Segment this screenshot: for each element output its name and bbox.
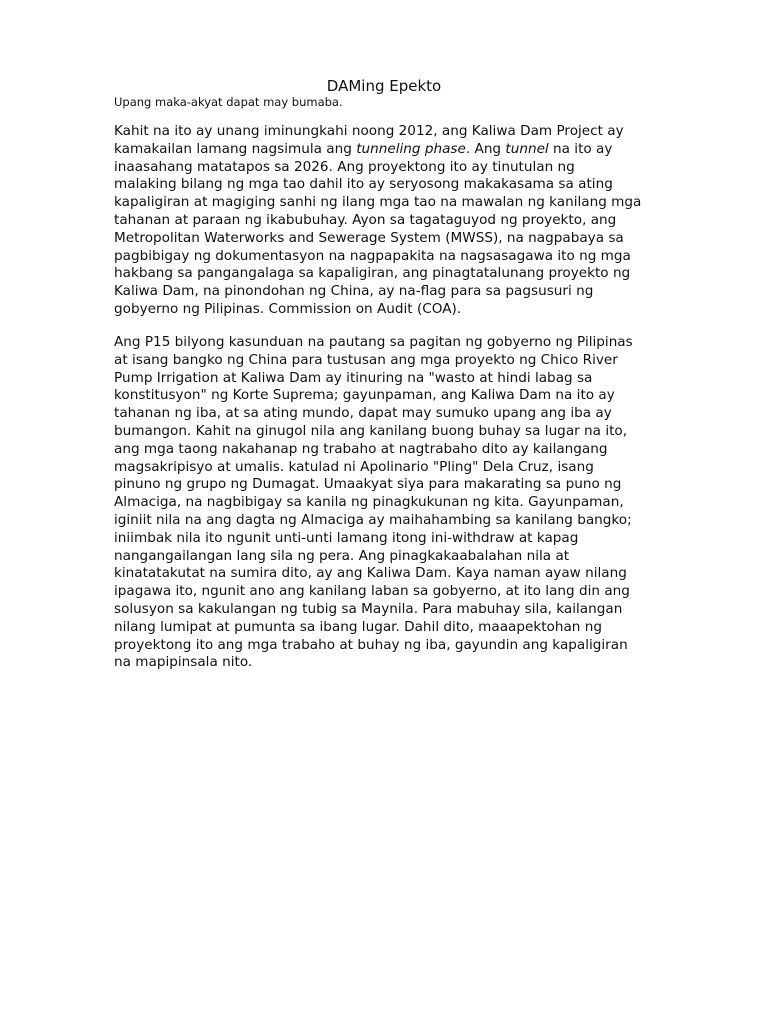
paragraph-1-line: inaasahang matatapos sa 2026. Ang proyektong ito ay tinutulan ng bbox=[114, 158, 575, 175]
paragraph-2-line: konstitusyon" ng Korte Suprema; gayunpaman, ang Kaliwa Dam na ito ay bbox=[114, 387, 615, 404]
paragraph-2-line: iginiit nila na ang dagta ng Almaciga ay maihahambing sa kanilang bangko; bbox=[114, 511, 632, 528]
paragraph-1-line: Kaliwa Dam, na pinondohan ng China, ay na-flag para sa pagsusuri ng bbox=[114, 283, 594, 300]
paragraph-2-line: Ang P15 bilyong kasunduan na pautang sa pagitan ng gobyerno ng Pilipinas bbox=[114, 334, 633, 350]
paragraph-2-line: at isang bangko ng China para tustusan ang mga proyekto ng Chico River bbox=[114, 351, 618, 368]
paragraph-2-line: nangangailangan lang sila ng pera. Ang pinagkakaabalahan nila at bbox=[114, 547, 570, 564]
paragraph-2-line: Almaciga, na nagbibigay sa kanila ng pinagkukunan ng kita. Gayunpaman, bbox=[114, 494, 624, 511]
paragraph-1-line: malaking bilang ng mga tao dahil ito ay seryosong makakasama sa ating bbox=[114, 176, 613, 193]
paragraph-2-line: Pump Irrigation at Kaliwa Dam ay itinuring na "wasto at hindi labag sa bbox=[114, 369, 593, 386]
paragraph-1-line: tahanan at paraan ng ikabubuhay. Ayon sa tagataguyod ng proyekto, ang bbox=[114, 211, 617, 228]
paragraph-1 bbox=[114, 123, 659, 319]
paragraph-2-line: iniimbak nila ito ngunit unti-unti lamang itong ini-withdraw at kapag bbox=[114, 529, 579, 546]
paragraph-1-line: Metropolitan Waterworks and Sewerage System (MWSS), na nagpabaya sa bbox=[114, 229, 624, 246]
document-title: DAMing Epekto bbox=[326, 77, 442, 95]
text-run: na ito ay bbox=[548, 140, 613, 157]
paragraph-2-line: bumangon. Kahit na ginugol nila ang kanilang buong buhay sa lugar na ito, bbox=[114, 422, 628, 439]
paragraph-2-line: magsakripisyo at umalis. katulad ni Apolinario "Pling" Dela Cruz, isang bbox=[114, 458, 594, 475]
paragraph-1-line: kapaligiran at magiging sanhi ng ilang mga tao na mawalan ng kanilang mga bbox=[114, 194, 642, 211]
document-subtitle: Upang maka-akyat dapat may bumaba. bbox=[114, 95, 343, 109]
paragraph-1-line bbox=[114, 141, 659, 159]
paragraph-2-line: nilang lumipat at pumunta sa ibang lugar. Dahil dito, maaapektohan ng bbox=[114, 618, 602, 635]
italic-term-tunneling-phase: tunneling phase bbox=[356, 140, 466, 157]
paragraph-1-line: Kahit na ito ay unang iminungkahi noong 2012, ang Kaliwa Dam Project ay bbox=[114, 123, 624, 139]
paragraph-2-line: na mapipinsala nito. bbox=[114, 654, 253, 671]
paragraph-1-line: hakbang sa pangangalaga sa kapaligiran, ang pinagtatalunang proyekto ng bbox=[114, 265, 631, 282]
text-run: kamakailan lamang nagsimula ang bbox=[114, 140, 357, 157]
paragraph-2-line: tahanan ng iba, at sa ating mundo, dapat may sumuko upang ang iba ay bbox=[114, 405, 612, 422]
paragraph-2-line: ang mga taong nakahanap ng trabaho at nagtrabaho dito ay kailangang bbox=[114, 440, 608, 457]
paragraph-1-line: pagbibigay ng dokumentasyon na nagpapakita na nagsasagawa ito ng mga bbox=[114, 247, 631, 264]
paragraph-2-line: solusyon sa kakulangan ng tubig sa Maynila. Para mabuhay sila, kailangan bbox=[114, 600, 623, 617]
paragraph-2 bbox=[114, 334, 659, 672]
paragraph-1-line: gobyerno ng Pilipinas. Commission on Audit (COA). bbox=[114, 300, 462, 317]
italic-term-tunnel: tunnel bbox=[505, 140, 549, 157]
paragraph-2-line: proyektong ito ang mga trabaho at buhay ng iba, gayundin ang kapaligiran bbox=[114, 636, 628, 653]
paragraph-2-line: ipagawa ito, ngunit ano ang kanilang laban sa gobyerno, at ito lang din ang bbox=[114, 583, 630, 600]
paragraph-2-line: kinatatakutat na sumira dito, ay ang Kaliwa Dam. Kaya naman ayaw nilang bbox=[114, 565, 627, 582]
paragraph-2-line: pinuno ng grupo ng Dumagat. Umaakyat siya para makarating sa puno ng bbox=[114, 476, 622, 493]
text-run: . Ang bbox=[465, 140, 506, 157]
